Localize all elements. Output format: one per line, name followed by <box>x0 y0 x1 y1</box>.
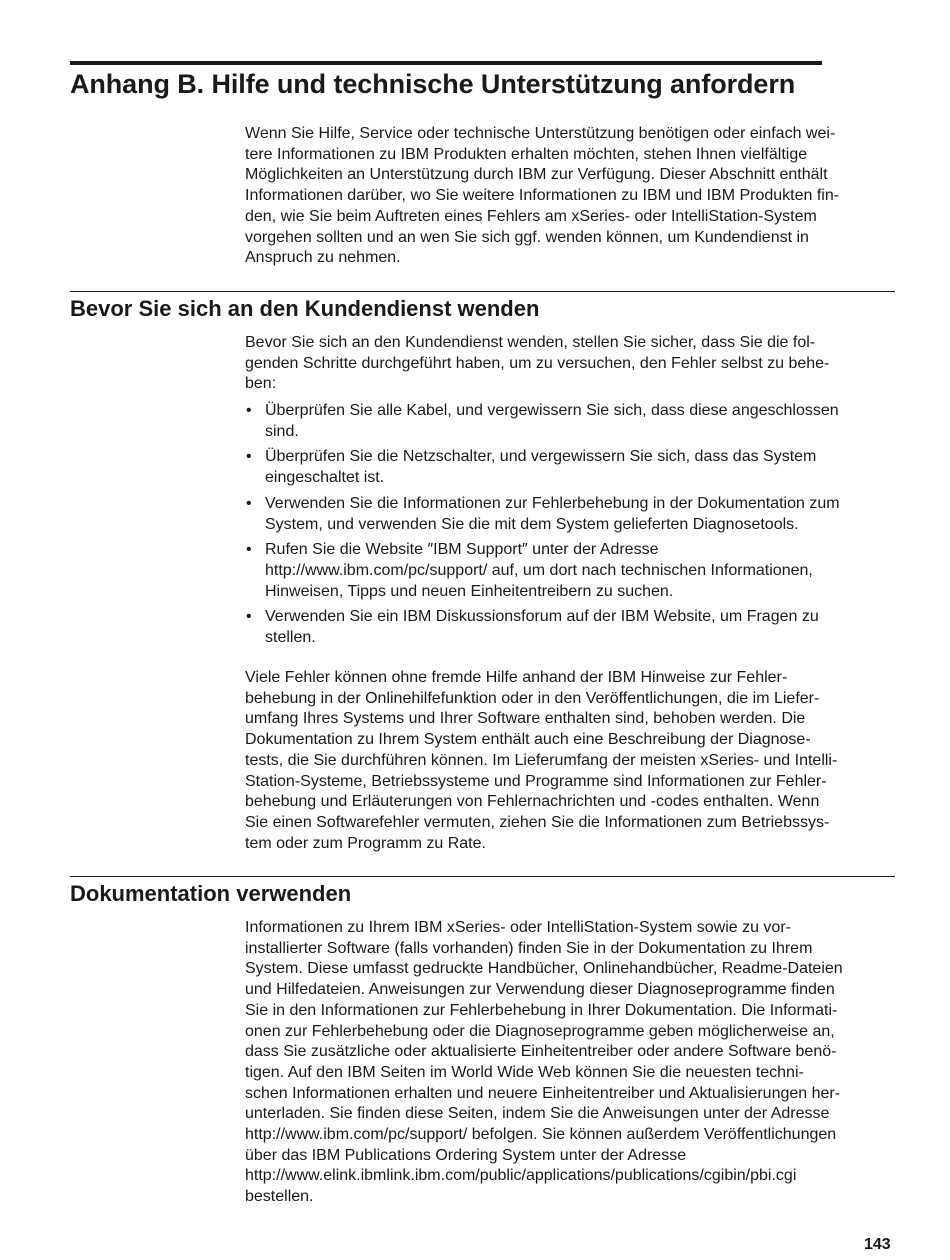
section1-intro <box>245 333 895 395</box>
text-line: vorgehen sollten und an wen Sie sich ggf. wenden können, um Kundendienst in <box>245 228 809 246</box>
text-line: http://www.elink.ibmlink.ibm.com/public/applications/publications/cgibin/pbi.cgi <box>245 1167 797 1185</box>
bullet-icon: • <box>246 608 252 626</box>
section1-outro <box>245 668 895 854</box>
text-line: tere Informationen zu IBM Produkten erhalten möchten, stehen Ihnen vielfältige <box>245 145 808 163</box>
text-line: Wenn Sie Hilfe, Service oder technische Unterstützung benötigen oder einfach wei- <box>245 125 836 142</box>
text-line: tests, die Sie durchführen können. Im Lieferumfang der meisten xSeries- und Intelli- <box>245 751 838 769</box>
text-line: Bevor Sie sich an den Kundendienst wenden, stellen Sie sicher, dass Sie die fol- <box>245 334 816 351</box>
text-line: Sie in den Informationen zur Fehlerbehebung in Ihrer Dokumentation. Die Informati- <box>245 1001 838 1019</box>
text-line: Möglichkeiten an Unterstützung durch IBM zur Verfügung. Dieser Abschnitt enthält <box>245 166 828 184</box>
bullet-icon: • <box>246 402 252 419</box>
text-line: Informationen darüber, wo Sie weitere Informationen zu IBM und IBM Produkten fin- <box>245 187 840 205</box>
text-line: Überprüfen Sie die Netzschalter, und vergewissern Sie sich, dass das System <box>265 448 817 466</box>
text-line: Überprüfen Sie alle Kabel, und vergewissern Sie sich, dass diese angeschlossen <box>265 402 839 419</box>
text-line: tigen. Auf den IBM Seiten im World Wide Web können Sie die neuesten techni- <box>245 1063 804 1081</box>
text-line: unterladen. Sie finden diese Seiten, indem Sie die Anweisungen unter der Adresse <box>245 1105 830 1123</box>
list-item <box>245 494 895 535</box>
text-line: über das IBM Publications Ordering System unter der Adresse <box>245 1146 687 1164</box>
text-line: installierter Software (falls vorhanden) finden Sie in der Dokumentation zu Ihrem <box>245 939 813 957</box>
text-line: Verwenden Sie die Informationen zur Fehlerbehebung in der Dokumentation zum <box>265 494 840 512</box>
text-line: eingeschaltet ist. <box>265 469 385 487</box>
bullet-icon: • <box>246 448 252 466</box>
text-line: Viele Fehler können ohne fremde Hilfe anhand der IBM Hinweise zur Fehler- <box>245 669 788 686</box>
text-line: bestellen. <box>245 1188 314 1206</box>
text-line: Anspruch zu nehmen. <box>245 249 401 267</box>
text-line: System. Diese umfasst gedruckte Handbücher, Onlinehandbücher, Readme-Dateien <box>245 960 843 978</box>
text-line: Sie einen Softwarefehler vermuten, ziehen Sie die Informationen zum Betriebssys- <box>245 813 830 831</box>
text-line: Dokumentation zu Ihrem System enthält auch eine Beschreibung der Diagnose- <box>245 731 811 749</box>
text-line: Hinweisen, Tipps und neuen Einheitentreibern zu suchen. <box>265 582 674 600</box>
text-line: behebung in der Onlinehilfefunktion oder in den Veröffentlichungen, die im Liefer- <box>245 689 820 707</box>
section2-body <box>245 918 895 1208</box>
text-line: dass Sie zusätzliche oder aktualisierte Einheitentreiber oder andere Software benö- <box>245 1043 837 1061</box>
text-line: Station-Systeme, Betriebssysteme und Programme sind Informationen zur Fehler- <box>245 772 827 790</box>
text-line: onen zur Fehlerbehebung oder die Diagnoseprogramme geben möglicherweise an, <box>245 1022 835 1040</box>
checklist <box>245 401 895 654</box>
page-number: 143 <box>864 1236 891 1253</box>
list-item <box>245 540 895 602</box>
section-rule <box>70 291 895 292</box>
list-item <box>245 447 895 488</box>
text-line: http://www.ibm.com/pc/support/ auf, um dort nach technischen Informationen, <box>265 561 813 579</box>
text-line: ben: <box>245 375 277 393</box>
text-line: umfang Ihres Systems und Ihrer Software enthalten sind, behoben werden. Die <box>245 710 806 728</box>
section-rule <box>70 876 895 877</box>
list-item <box>245 607 895 648</box>
text-line: http://www.ibm.com/pc/support/ befolgen. Sie können außerdem Veröffentlichungen <box>245 1126 837 1144</box>
text-line: und Hilfedateien. Anweisungen zur Verwendung dieser Diagnoseprogramme finden <box>245 981 835 999</box>
chapter-intro <box>245 124 895 269</box>
text-line: Informationen zu Ihrem IBM xSeries- oder IntelliStation-System sowie zu vor- <box>245 919 791 936</box>
text-line: Rufen Sie die Website ″IBM Support″ unter der Adresse <box>265 541 659 559</box>
text-line: stellen. <box>265 629 316 647</box>
text-line: sind. <box>265 422 299 440</box>
list-item <box>245 401 895 442</box>
text-line: genden Schritte durchgeführt haben, um zu versuchen, den Fehler selbst zu behe- <box>245 354 830 372</box>
bullet-icon: • <box>246 494 252 512</box>
section-title-kundendienst: Bevor Sie sich an den Kundendienst wenden <box>70 296 540 321</box>
text-line: behebung und Erläuterungen von Fehlernachrichten und -codes enthalten. Wenn <box>245 793 820 811</box>
chapter-title: Anhang B. Hilfe und technische Unterstützung anfordern <box>70 69 796 99</box>
text-line: schen Informationen erhalten und neuere Einheitentreiber und Aktualisierungen her- <box>245 1084 841 1102</box>
section-title-dokumentation: Dokumentation verwenden <box>70 881 352 906</box>
bullet-icon: • <box>246 541 252 559</box>
text-line: Verwenden Sie ein IBM Diskussionsforum auf der IBM Website, um Fragen zu <box>265 608 819 626</box>
text-line: den, wie Sie beim Auftreten eines Fehlers am xSeries- oder IntelliStation-System <box>245 207 817 225</box>
text-line: System, und verwenden Sie die mit dem System gelieferten Diagnosetools. <box>265 515 799 533</box>
text-line: tem oder zum Programm zu Rate. <box>245 834 486 852</box>
chapter-rule <box>70 61 822 65</box>
